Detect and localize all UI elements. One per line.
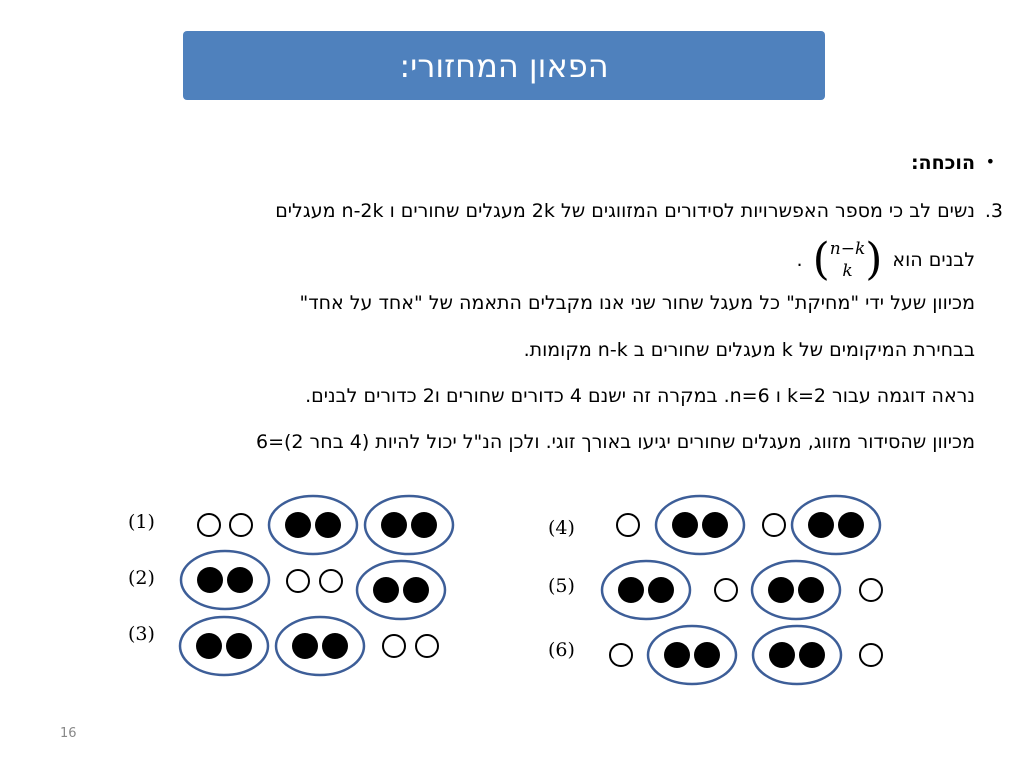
black-circle (227, 567, 253, 593)
black-circle (285, 512, 311, 538)
slide-title: הפאון המחזורי: (399, 46, 609, 85)
black-circle (664, 642, 690, 668)
black-circle (411, 512, 437, 538)
figure-label-4: (4) (548, 517, 575, 539)
white-circle (416, 635, 438, 657)
pair-ellipse (752, 561, 840, 619)
pair-ellipse (181, 551, 269, 609)
figure-label-6: (6) (548, 639, 575, 661)
pair-ellipse (276, 617, 364, 675)
title-banner (183, 31, 825, 100)
pair-ellipse (357, 561, 445, 619)
figure-label-5: (5) (548, 575, 575, 597)
white-circle (860, 579, 882, 601)
pair-ellipse (269, 496, 357, 554)
text-line-2-after: . (796, 249, 803, 271)
figure-label-1: (1) (128, 511, 155, 533)
binomial-top: n−k (829, 239, 866, 259)
black-circle (197, 567, 223, 593)
black-circle (672, 512, 698, 538)
black-circle (196, 633, 222, 659)
black-circle (769, 642, 795, 668)
black-circle (618, 577, 644, 603)
white-circle (230, 514, 252, 536)
white-circle (617, 514, 639, 536)
black-circle (403, 577, 429, 603)
binomial-coefficient: ( n−k k ) (812, 234, 883, 285)
black-circle (694, 642, 720, 668)
pair-ellipse (792, 496, 880, 554)
pair-ellipse (180, 617, 268, 675)
text-line-2 (796, 234, 975, 285)
pair-ellipse (656, 496, 744, 554)
white-circle (383, 635, 405, 657)
arrangement-row-6 (548, 626, 882, 684)
text-line-6: מכיוון שהסידור מזווג, מעגלים שחורים יגיעו באורך זוגי. ולכן הנ"ל יכול להיות (4 בחר 2)=6 (255, 431, 975, 453)
white-circle (763, 514, 785, 536)
white-circle (860, 644, 882, 666)
arrangements-figure (0, 480, 1024, 710)
text-line-2-before: לבנים הוא (892, 249, 975, 271)
white-circle (198, 514, 220, 536)
black-circle (373, 577, 399, 603)
white-circle (715, 579, 737, 601)
pair-ellipse (648, 626, 736, 684)
black-circle (322, 633, 348, 659)
text-line-5: נראה דוגמה עבור k=2 ו n=6. במקרה זה ישנם 4 כדורים שחורים ו2 כדורים לבנים. (305, 385, 975, 407)
item-number: 3. (984, 200, 1003, 222)
black-circle (381, 512, 407, 538)
black-circle (768, 577, 794, 603)
black-circle (798, 577, 824, 603)
arrangement-row-5 (548, 561, 882, 619)
arrangement-row-2 (128, 551, 445, 619)
black-circle (315, 512, 341, 538)
binomial-bottom: k (842, 261, 853, 281)
text-line-4: בבחירת המיקומים של k מעגלים שחורים ב n-k מקומות. (523, 339, 975, 361)
figure-label-2: (2) (128, 567, 155, 589)
text-line-1: נשים לב כי מספר האפשרויות לסידורים המזווגים של 2k מעגלים שחורים ו n-2k מעגלים (275, 200, 975, 222)
pair-ellipse (753, 626, 841, 684)
black-circle (838, 512, 864, 538)
bullet-dot: • (985, 152, 995, 171)
arrangement-row-1 (128, 496, 453, 554)
black-circle (648, 577, 674, 603)
pair-ellipse (602, 561, 690, 619)
figure-label-3: (3) (128, 623, 155, 645)
arrangement-row-4 (548, 496, 880, 554)
black-circle (808, 512, 834, 538)
black-circle (799, 642, 825, 668)
black-circle (702, 512, 728, 538)
black-circle (292, 633, 318, 659)
text-line-3: מכיוון שעל ידי "מחיקת" כל מעגל שחור שני אנו מקבלים התאמה של "אחד על אחד" (299, 292, 975, 314)
page-number: 16 (60, 726, 77, 741)
black-circle (226, 633, 252, 659)
white-circle (287, 570, 309, 592)
arrangement-row-3 (128, 617, 438, 675)
proof-heading: הוכחה: (910, 152, 975, 174)
pair-ellipse (365, 496, 453, 554)
white-circle (320, 570, 342, 592)
white-circle (610, 644, 632, 666)
